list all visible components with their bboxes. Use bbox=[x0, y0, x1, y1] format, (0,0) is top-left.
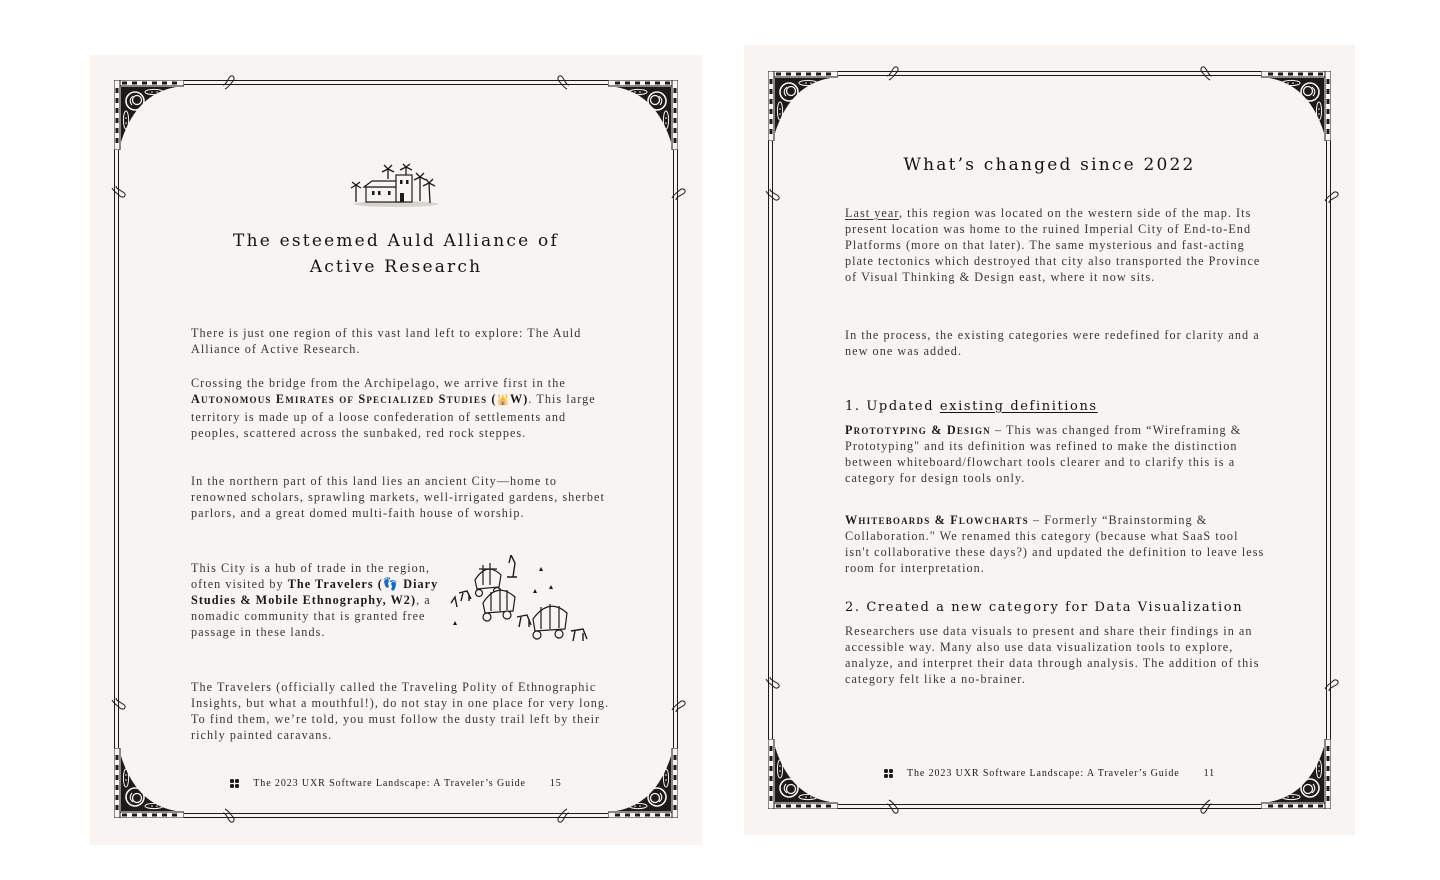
paragraph-process: In the process, the existing categories were redefined for clarity and a new one was added. bbox=[845, 328, 1260, 358]
border-knot-icon bbox=[1198, 64, 1212, 88]
mosque-icon: 🕌 bbox=[496, 395, 511, 406]
region-name-emirates: Autonomous Emirates of Specialized Studies bbox=[191, 392, 488, 406]
travelers-category-name: The Travelers (👣 Diary Studies & Mobile Ethnography, W2) bbox=[191, 577, 439, 607]
right-page bbox=[744, 45, 1355, 835]
existing-definitions-link[interactable]: existing definitions bbox=[939, 399, 1098, 414]
page-footer bbox=[90, 778, 702, 789]
text: ( bbox=[487, 392, 497, 406]
last-year-link[interactable]: Last year bbox=[845, 206, 899, 220]
paragraph-emirates bbox=[191, 375, 611, 441]
paragraph-data-visualization: Researchers use data visuals to present and share their findings in an accessible way. Many also use data visualization tools to explore, analyze, and interpret their data through analysis. The addition of this category felt like a no-brainer. bbox=[845, 624, 1260, 686]
border-knot-icon bbox=[1317, 189, 1341, 203]
footer-title: The 2023 UXR Software Landscape: A Traveler’s Guide bbox=[906, 768, 1180, 779]
page-footer bbox=[744, 768, 1355, 779]
border-knot-icon bbox=[223, 801, 237, 825]
page-title: What’s changed since 2022 bbox=[903, 155, 1196, 175]
border-knot-icon bbox=[758, 189, 782, 203]
corner-ornament-icon bbox=[114, 80, 184, 150]
text: – Formerly “Brainstorming & Collaboration." We renamed this category (because what SaaS tool isn't collaborative these days?) and updated the definition to leave less room for interpretation. bbox=[845, 513, 1265, 575]
paragraph-travelers-detail: The Travelers (officially called the Traveling Polity of Ethnographic Insights, but what a mouthful!), do not stay in one place for very long. To find them, we’re told, you must follow the dusty trail left by their richly painted caravans. bbox=[191, 680, 610, 742]
text: Updated bbox=[866, 399, 940, 414]
corner-ornament-icon bbox=[1261, 71, 1331, 141]
category-term: Prototyping & Design bbox=[845, 423, 991, 437]
section-number: 1. bbox=[845, 399, 861, 414]
text: This City is a hub of trade in the region, often visited by bbox=[191, 561, 431, 591]
border-knot-icon bbox=[887, 792, 901, 816]
corner-ornament-icon bbox=[608, 80, 678, 150]
text: , this region was located on the western side of the map. Its present location was home to the ruined Imperial City of End-to-End Platforms (more on that later). The same mysterious and fast-acting plate tectonics which destroyed that city also transported the Province of Visual Thinking & Design east, where it now sits. bbox=[845, 206, 1261, 284]
border-knot-icon bbox=[664, 186, 688, 200]
border-knot-icon bbox=[1198, 792, 1212, 816]
section-number: 2. bbox=[845, 600, 861, 615]
page-title bbox=[90, 228, 702, 280]
text: , a nomadic community that is granted free passage in these lands. bbox=[191, 593, 431, 639]
border-knot-icon bbox=[887, 64, 901, 88]
section-heading-updated-definitions bbox=[845, 399, 1098, 414]
text: . This large territory is made up of a loose confederation of settlements and peoples, scattered across the sunbaked, red rock steppes. bbox=[191, 392, 596, 440]
paragraph-last-year bbox=[845, 205, 1265, 285]
page-number: 15 bbox=[549, 778, 562, 789]
left-page bbox=[90, 55, 702, 845]
section-heading-data-visualization bbox=[845, 600, 1243, 615]
border-knot-icon bbox=[664, 698, 688, 712]
title-line-2: Active Research bbox=[309, 257, 483, 277]
border-knot-icon bbox=[555, 801, 569, 825]
border-knot-icon bbox=[223, 73, 237, 97]
text: – This was changed from “Wireframing & Prototyping" and its definition was refined to make the distinction between whiteboard/flowchart tools clearer and to clarify this is a category for design tools only. bbox=[845, 423, 1242, 485]
villa-palms-illustration-icon bbox=[348, 163, 444, 209]
four-leaf-icon bbox=[884, 769, 893, 778]
border-knot-icon bbox=[758, 677, 782, 691]
footer-title: The 2023 UXR Software Landscape: A Traveler’s Guide bbox=[253, 778, 526, 789]
category-term: Whiteboards & Flowcharts bbox=[845, 513, 1029, 527]
caravan-illustration-icon bbox=[445, 555, 600, 660]
corner-ornament-icon bbox=[768, 71, 838, 141]
text: Created a new category for Data Visualization bbox=[866, 600, 1244, 615]
paragraph-city: In the northern part of this land lies an ancient City—home to renowned scholars, sprawling markets, well-irrigated gardens, sherbet parlors, and a great domed multi-faith house of worship. bbox=[191, 474, 605, 520]
definition-prototyping bbox=[845, 422, 1265, 486]
four-leaf-icon bbox=[230, 779, 239, 788]
border-knot-icon bbox=[555, 73, 569, 97]
border-knot-icon bbox=[1317, 677, 1341, 691]
paragraph-intro: There is just one region of this vast land left to explore: The Auld Alliance of Active Research. bbox=[191, 326, 582, 356]
paragraph-travelers bbox=[191, 560, 441, 640]
border-knot-icon bbox=[104, 186, 128, 200]
region-code: W) bbox=[510, 392, 529, 406]
text: Crossing the bridge from the Archipelago, we arrive first in the bbox=[191, 376, 566, 390]
page-number: 11 bbox=[1203, 768, 1216, 779]
title-line-1: The esteemed Auld Alliance of bbox=[233, 231, 559, 251]
definition-whiteboards bbox=[845, 512, 1265, 576]
border-knot-icon bbox=[104, 698, 128, 712]
